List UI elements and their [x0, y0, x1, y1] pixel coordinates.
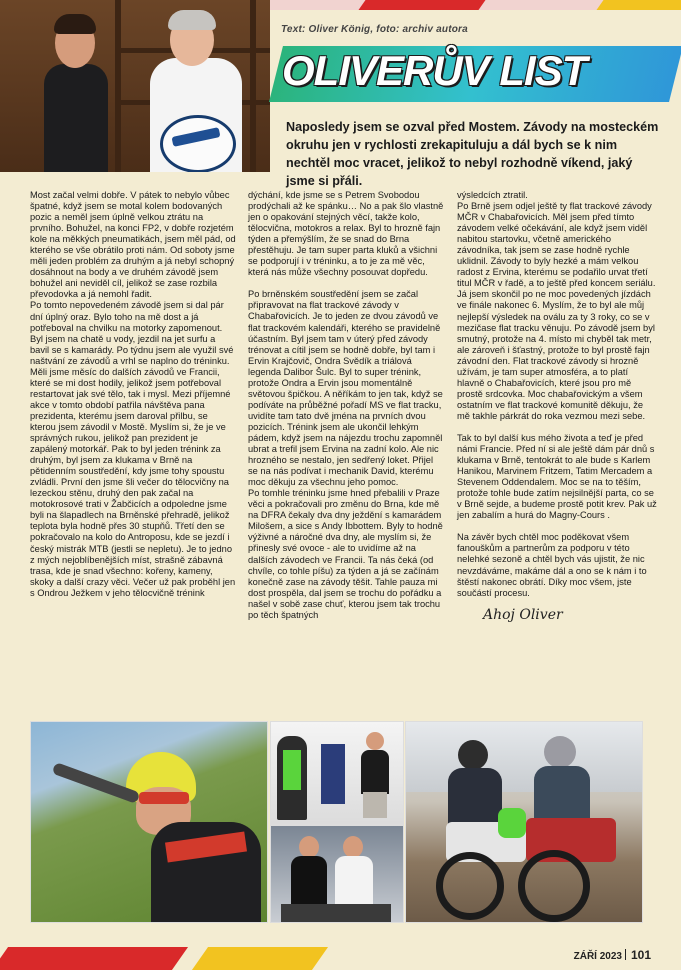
signature: Ahoj Oliver: [483, 606, 563, 623]
person-left: [44, 64, 108, 172]
text-column-2: [248, 190, 444, 632]
photo-mountain-bike-selfie: [30, 721, 268, 923]
text-column-3: [457, 190, 657, 621]
top-red-stripe: [358, 0, 485, 10]
article-title: OLIVERŮV LIST: [282, 47, 587, 94]
bottom-yellow-stripe: [192, 947, 328, 970]
paragraph: Na závěr bych chtěl moc poděkovat všem fanouškům a partnerům za podporu v této nelehké sezoně a chtěl bych vás ujistit, že nic nevzdáváme, makáme dál a ono se k nám i to štěstí nakonec obrátí. Díky moc všem, jste součástí procesu.: [457, 532, 647, 598]
text-column-1: [30, 190, 236, 610]
photo-flat-track-race: [405, 721, 643, 923]
top-photo: [0, 0, 270, 172]
photo-credit: Text: Oliver König, foto: archiv autora: [281, 24, 468, 35]
photo-two-friends: [270, 825, 404, 923]
helmet: [160, 115, 236, 172]
top-yellow-stripe: [596, 0, 681, 10]
paragraph: Po brněnském soustředění jsem se začal připravovat na flat trackové závody v Chabařovicích. Je to jeden ze dvou závodů ve flat trackovém kalendáři, kterého se pravidelně účastním. Byl jsem tam v úterý před závody trénovat a cítil jsem se hodně dobře, byl tam i Ervin Krajčovič, Ondra Svědík a triálová legenda Dalibor Šulc. Byl to super trénink, protože Ondra a Ervin jsou momentálně světovou špičkou. A něříkám to jen tak, když se podíváte na průběžné pořadí MS ve flat tracku, uvidíte tam tato dvě jména na prvních dvou pozicích. Trénink jsem ale ukončil lehkým pádem, když jsem na nájezdu trochu zapomněl ubrat a trefil jsem Ervina na zadní kolo. Ale nic hrozného se nestalo, jen sedřený loket. Přijel se na nás podívat i mechanik David, kterému moc děkuju za všechnu jeho pomoc. Po tomhle tréninku jsme hned přebalili v Praze věci a pokračovali pro změnu do Brna, kde mě na DFRA čekaly dva dny ježdění s kamarádem Milošem, a sice s Andy Ibbottem. Byly to hodně výživné a náročné dva dny, ale myslím si, že přinesly své ovoce - ale to uvidíme až na dalších závodech ve Francii. Ta nás čeká (od chvíle, co tohle píšu) za týden a já se začínám konečně zase na závody těšit. Tahle pauza mi dost prospěla, dal jsem se trochu do pořádku a našel v sobě zase chuť, kterou jsem tak trochu po těch špatných: [248, 289, 443, 620]
page-footer: [574, 948, 651, 962]
paragraph: výsledcích ztratil. Po Brně jsem odjel ještě ty flat trackové závody MČR v Chabařovicích. Měl jsem před tímto závodem velké očekávání, ale když jsem viděl nabitou startovku, včetně amerického závodníka, tak jsem se zase hodně rychle uklidnil. Závody to byly hezké a mám velkou radost z Ervina, kterému se podařilo urvat třetí titul MČR v řadě, a to ještě před koncem seriálu. Já jsem skončil po ne moc povedených jízdách ve finále nakonec 6. Myslím, že to byl ale můj nejlepší výsledek na oválu za ty 3 roky, co se v mezičase flat tracku věnuju. Po závodě jsem byl smutný, protože na 4. místo mi chyběl tak metr, ale zároveň i šťastný, protože to byl prostě fajn závodní den. Flat trackové závody si hrozně užívám, je tam super atmosféra, a to platí hlavně o Chabařovicích, které jsou pro mě prostě srdcovka. Moc chabařovickým a všem ostatním ve flat trackové komunitě děkuju, že mě takhle párkrát do roka vezmou mezi sebe.: [457, 190, 656, 421]
paragraph: dýchání, kde jsme se s Petrem Svobodou prodýchali až ke spánku… No a pak šlo vlastně jen o opakování stejných věcí, takže kolo, tělocvična, motokros a relax. Byl to hrozně fajn týden a přemýšlím, že se snad do Brna přestěhuju. Je tam super parta kluků a všichni se podporují i v tréninku, a to je za mě věc, která nás může všechny posouvat dopředu.: [248, 190, 444, 278]
divider: [625, 949, 626, 960]
bottom-red-stripe: [0, 947, 188, 970]
paragraph: Most začal velmi dobře. V pátek to nebylo vůbec špatné, když jsem se motal kolem bodovaných pozic a neměl jsem úplně velkou ztrátu na prvního. Bohužel, na konci FP2, v dobře rozjetém kole na měkkých pneumatikách, jsem měl pád, od kterého se vše obrátilo proti nám. Od soboty jsme měli jeden problém za druhým a já nebyl schopný dosáhnout na body a ve druhém závodě jsem bohužel ani neviděl cíl, jelikož se zase rozbila převodovka a já nemohl řadit. Po tomto nepovedeném závodě jsem si dal pár dní úplný oraz. Bylo toho na mě dost a já potřeboval na chvilku na motorky zapomenout. Byl jsem na chatě u vody, jezdil na jet surfu a bavil se s kamarády. Po týdnu jsem ale využil své naštvání ze závodů a vrhl se naplno do tréninku. Měli jsme měsíc do dalších závodů ve Francii, které se mi dost hodily, jelikož jsem potřeboval restartovat jak své tělo, tak i mysl. Mezi příjemné akce v tomto období patřila návštěva pana prezidenta, kterému jsem daroval přilbu, se kterou jsem závodil v Mostě. Myslím si, že je ve správných rukou, jelikož pan prezident je zapálený motorkář. Pak to byl jeden trénink za druhým, byl jsem za klukama v Brně na pětidenním soustředění, kdy jsme tohy spoustu zvládli. První den jsme šli večer do tělocvičny na lezeckou stěnu, druhý den pak začal na motokrosové trati v Žabčicích a odpoledne jsme byli na šlapadlech na Brněnské přehradě, jelikož teplota byla hodně přes 30 stupňů. Třetí den se pokračovalo na kolo do Antroposu, kde se jezdí i český mistrák MTB (jestli se nepletu). Je to jedno z mých nejoblíbenějších míst, strašně zábavná trasa, kde je snad všechno: kořeny, kameny, skoky a další crazy věci. Večer už pak proběhl jen s Ondrou Ježkem v jeho tělocvičně trénink: [30, 190, 236, 598]
photo-rider-room: [270, 721, 404, 825]
paragraph: Tak to byl další kus mého života a teď je před námi Francie. Před ní si ale ještě dám pár dnů s klukama v Brně, tentokrát to ale bude s Karlem Hanikou, Marvinem Fritzem, Tatim Mercadem a Stevenem Oddendalem. Moc se na to těším, protože tohle bude zatím nejsilnější parta, co se v Brně sejde, a budeme prostě potit krev. Pak už jen zabalím a hurá do Magny-Cours .: [457, 432, 657, 521]
issue-date: ZÁŘÍ 2023: [573, 951, 622, 962]
page-number: 101: [630, 948, 651, 962]
article-lead: Naposledy jsem se ozval před Mostem. Závody na mosteckém okruhu jen v rychlosti zrekapituluju a dál bych se k nim nechtěl moc vracet, jelikož to nebyl rozhodně víkend, jaký jsme si přáli.: [286, 120, 659, 188]
